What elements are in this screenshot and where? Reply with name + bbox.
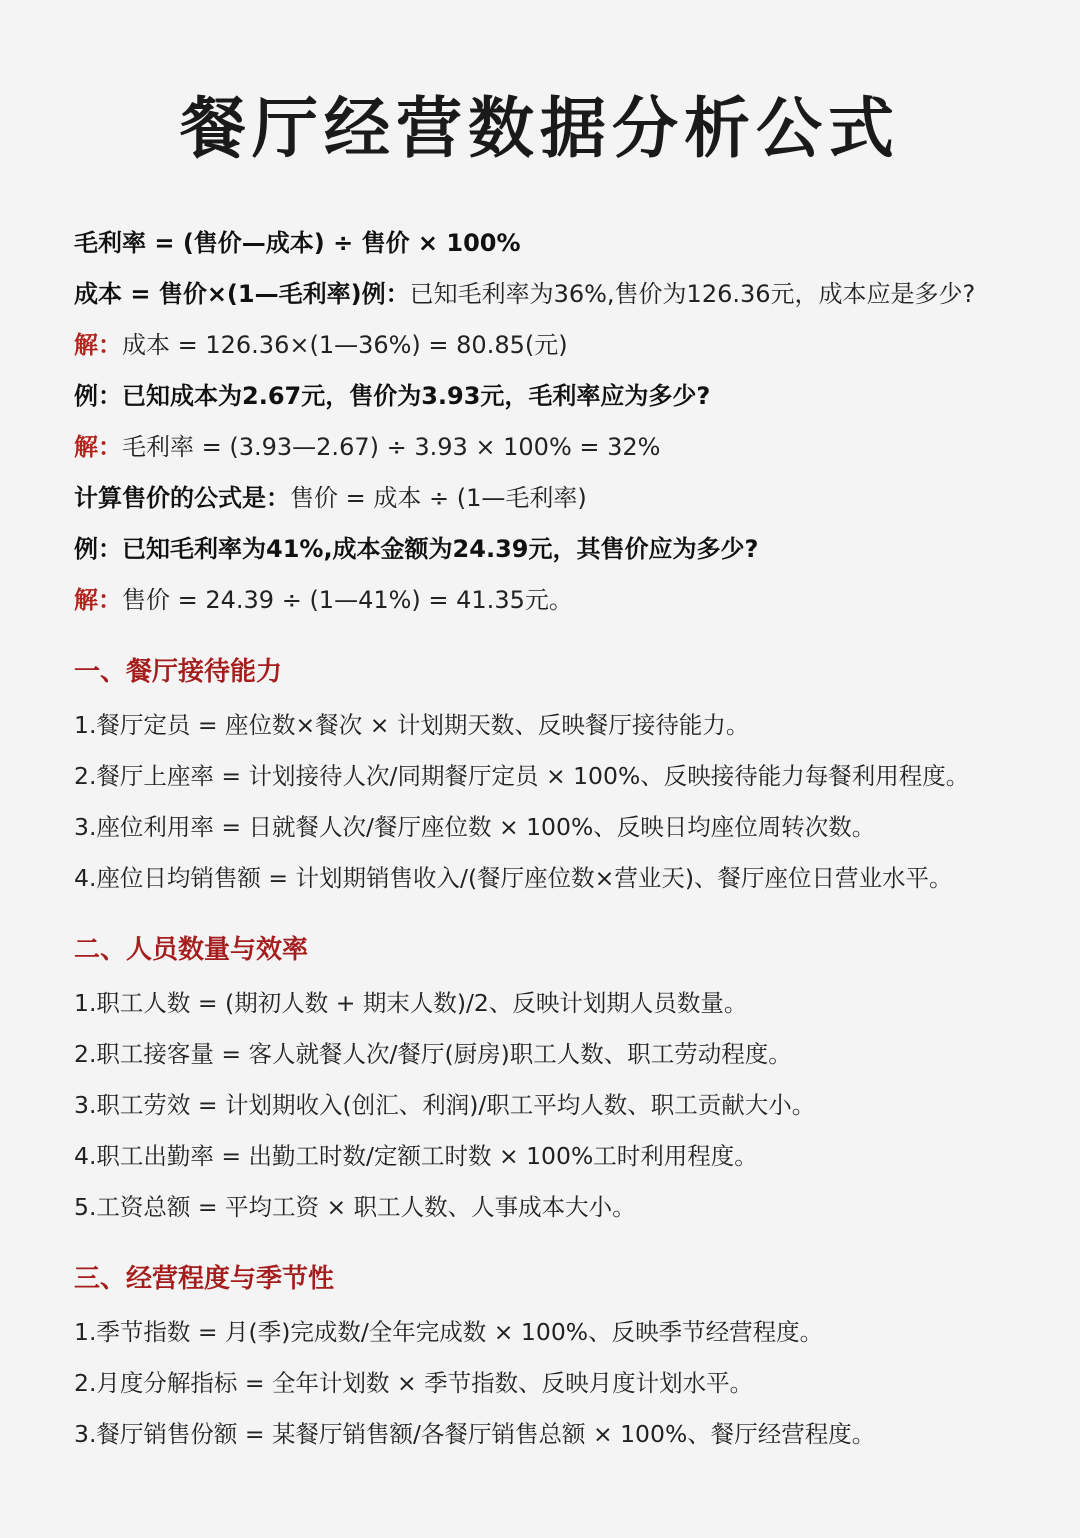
list-item: 4.职工出勤率 = 出勤工时数/定额工时数 × 100%工时利用程度。 xyxy=(74,1142,758,1170)
price-formula: 售价 = 成本 ÷ (1—毛利率) xyxy=(290,484,587,512)
section-heading: 二、人员数量与效率 xyxy=(74,935,309,965)
solution-label: 解： xyxy=(74,586,122,614)
list-item: 2.月度分解指标 = 全年计划数 × 季节指数、反映月度计划水平。 xyxy=(74,1369,754,1397)
solution-label: 解： xyxy=(74,433,122,461)
list-item: 2.职工接客量 = 客人就餐人次/餐厅(厨房)职工人数、职工劳动程度。 xyxy=(74,1040,792,1068)
section-heading: 一、餐厅接待能力 xyxy=(74,657,283,687)
solution-label: 解： xyxy=(74,331,122,359)
list-item: 2.餐厅上座率 = 计划接待人次/同期餐厅定员 × 100%、反映接待能力每餐利用程度。 xyxy=(74,762,970,790)
solution-text: 成本 = 126.36×(1—36%) = 80.85(元) xyxy=(122,331,568,359)
solution-text: 毛利率 = (3.93—2.67) ÷ 3.93 × 100% = 32% xyxy=(122,433,661,461)
example-line-3: 例：已知毛利率为41%,成本金额为24.39元，其售价应为多少? xyxy=(74,535,759,563)
section-reception-capacity xyxy=(74,647,1080,904)
list-item: 3.座位利用率 = 日就餐人次/餐厅座位数 × 100%、反映日均座位周转次数。 xyxy=(74,813,876,841)
section-heading: 三、经营程度与季节性 xyxy=(74,1264,335,1294)
price-formula-label: 计算售价的公式是： xyxy=(74,484,290,512)
list-item: 3.餐厅销售份额 = 某餐厅销售额/各餐厅销售总额 × 100%、餐厅经营程度。 xyxy=(74,1420,876,1448)
section-staff-efficiency xyxy=(74,925,1080,1233)
list-item: 1.职工人数 = (期初人数 + 期末人数)/2、反映计划期人员数量。 xyxy=(74,989,748,1017)
cost-formula-line xyxy=(74,269,1080,320)
section-items xyxy=(74,1307,1080,1460)
section-items xyxy=(74,700,1080,904)
solution-line-3 xyxy=(74,575,1080,626)
solution-line-1 xyxy=(74,320,1080,371)
page-title: 餐厅经营数据分析公式 xyxy=(180,90,900,167)
list-item: 3.职工劳效 = 计划期收入(创汇、利润)/职工平均人数、职工贡献大小。 xyxy=(74,1091,816,1119)
price-formula-line xyxy=(74,473,1080,524)
section-seasonality xyxy=(74,1254,1080,1460)
solution-text: 售价 = 24.39 ÷ (1—41%) = 41.35元。 xyxy=(122,586,573,614)
solution-line-2 xyxy=(74,422,1080,473)
formula-intro xyxy=(74,218,1080,626)
list-item: 5.工资总额 = 平均工资 × 职工人数、人事成本大小。 xyxy=(74,1193,636,1221)
section-items xyxy=(74,978,1080,1233)
list-item: 4.座位日均销售额 = 计划期销售收入/(餐厅座位数×营业天)、餐厅座位日营业水平。 xyxy=(74,864,953,892)
example-line-2: 例：已知成本为2.67元，售价为3.93元，毛利率应为多少? xyxy=(74,382,711,410)
cost-formula: 成本 = 售价×(1—毛利率)例： xyxy=(74,280,410,308)
gross-margin-formula: 毛利率 = (售价—成本) ÷ 售价 × 100% xyxy=(74,229,521,257)
cost-example: 已知毛利率为36%,售价为126.36元，成本应是多少? xyxy=(409,280,976,308)
list-item: 1.餐厅定员 = 座位数×餐次 × 计划期天数、反映餐厅接待能力。 xyxy=(74,711,750,739)
list-item: 1.季节指数 = 月(季)完成数/全年完成数 × 100%、反映季节经营程度。 xyxy=(74,1318,824,1346)
